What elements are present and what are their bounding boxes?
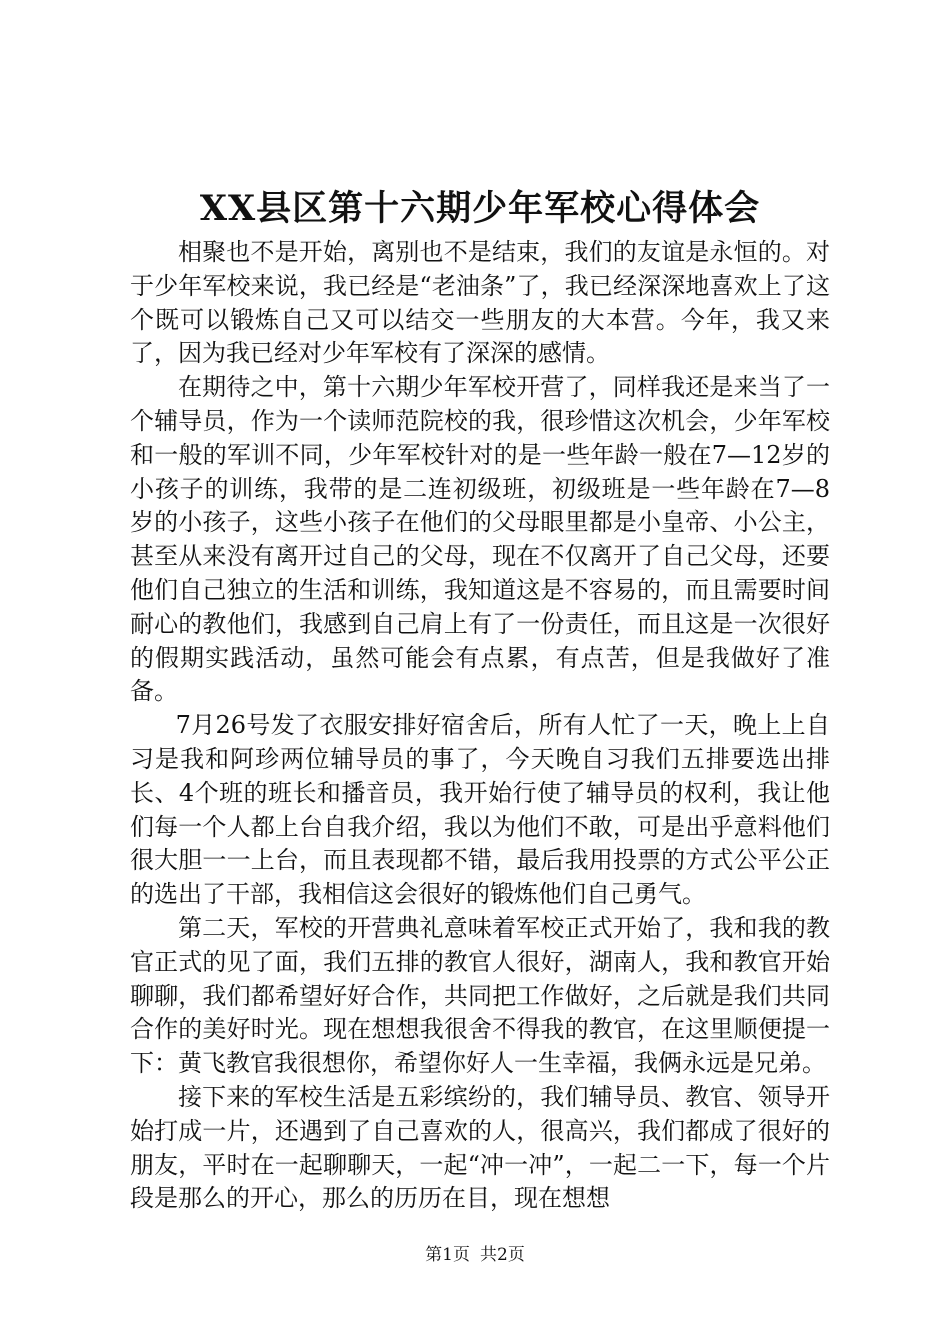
page-footer	[0, 1244, 950, 1266]
paragraph-3: 7月26号发了衣服安排好宿舍后，所有人忙了一天，晚上上自习是我和阿珍两位辅导员的事了，今天晚自习我们五排要选出排长、4个班的班长和播音员，我开始行使了辅导员的权利，我让他们每一个人都上台自我介绍，我以为他们不敢，可是出乎意料他们很大胆一一上台，而且表现都不错，最后我用投票的方式公平公正的选出了干部，我相信这会很好的锻炼他们自己勇气。	[130, 711, 830, 909]
paragraph-1: 相聚也不是开始，离别也不是结束，我们的友谊是永恒的。对于少年军校来说，我已经是“老油条”了，我已经深深地喜欢上了这个既可以锻炼自己又可以结交一些朋友的大本营。今年，我又来了，因为我已经对少年军校有了深深的感情。	[130, 238, 830, 368]
page-total: 共2页	[480, 1245, 525, 1265]
page-number: 第1页	[425, 1245, 470, 1265]
document-title: XX县区第十六期少年军校心得体会	[199, 188, 761, 229]
paragraph-4: 第二天，军校的开营典礼意味着军校正式开始了，我和我的教官正式的见了面，我们五排的教官人很好，湖南人，我和教官开始聊聊，我们都希望好好合作，共同把工作做好，之后就是我们共同合作的美好时光。现在想想我很舍不得我的教官，在这里顺便提一下：黄飞教官我很想你，希望你好人一生幸福，我俩永远是兄弟。	[130, 913, 830, 1078]
paragraph-5: 接下来的军校生活是五彩缤纷的，我们辅导员、教官、领导开始打成一片，还遇到了自己喜欢的人，很高兴，我们都成了很好的朋友，平时在一起聊聊天，一起“冲一冲”，一起二一下，每一个片段是那么的开心，那么的历历在目，现在想想	[130, 1082, 830, 1213]
document-body	[130, 236, 830, 1216]
paragraph-2: 在期待之中，第十六期少年军校开营了，同样我还是来当了一个辅导员，作为一个读师范院校的我，很珍惜这次机会，少年军校和一般的军训不同，少年军校针对的是一些年龄一般在7—12岁的小孩子的训练，我带的是二连初级班，初级班是一些年龄在7—8岁的小孩子，这些小孩子在他们的父母眼里都是小皇帝、小公主，甚至从来没有离开过自己的父母，现在不仅离开了自己父母，还要他们自己独立的生活和训练，我知道这是不容易的，而且需要时间耐心的教他们，我感到自己肩上有了一份责任，而且这是一次很好的假期实践活动，虽然可能会有点累，有点苦，但是我做好了准备。	[130, 373, 830, 706]
